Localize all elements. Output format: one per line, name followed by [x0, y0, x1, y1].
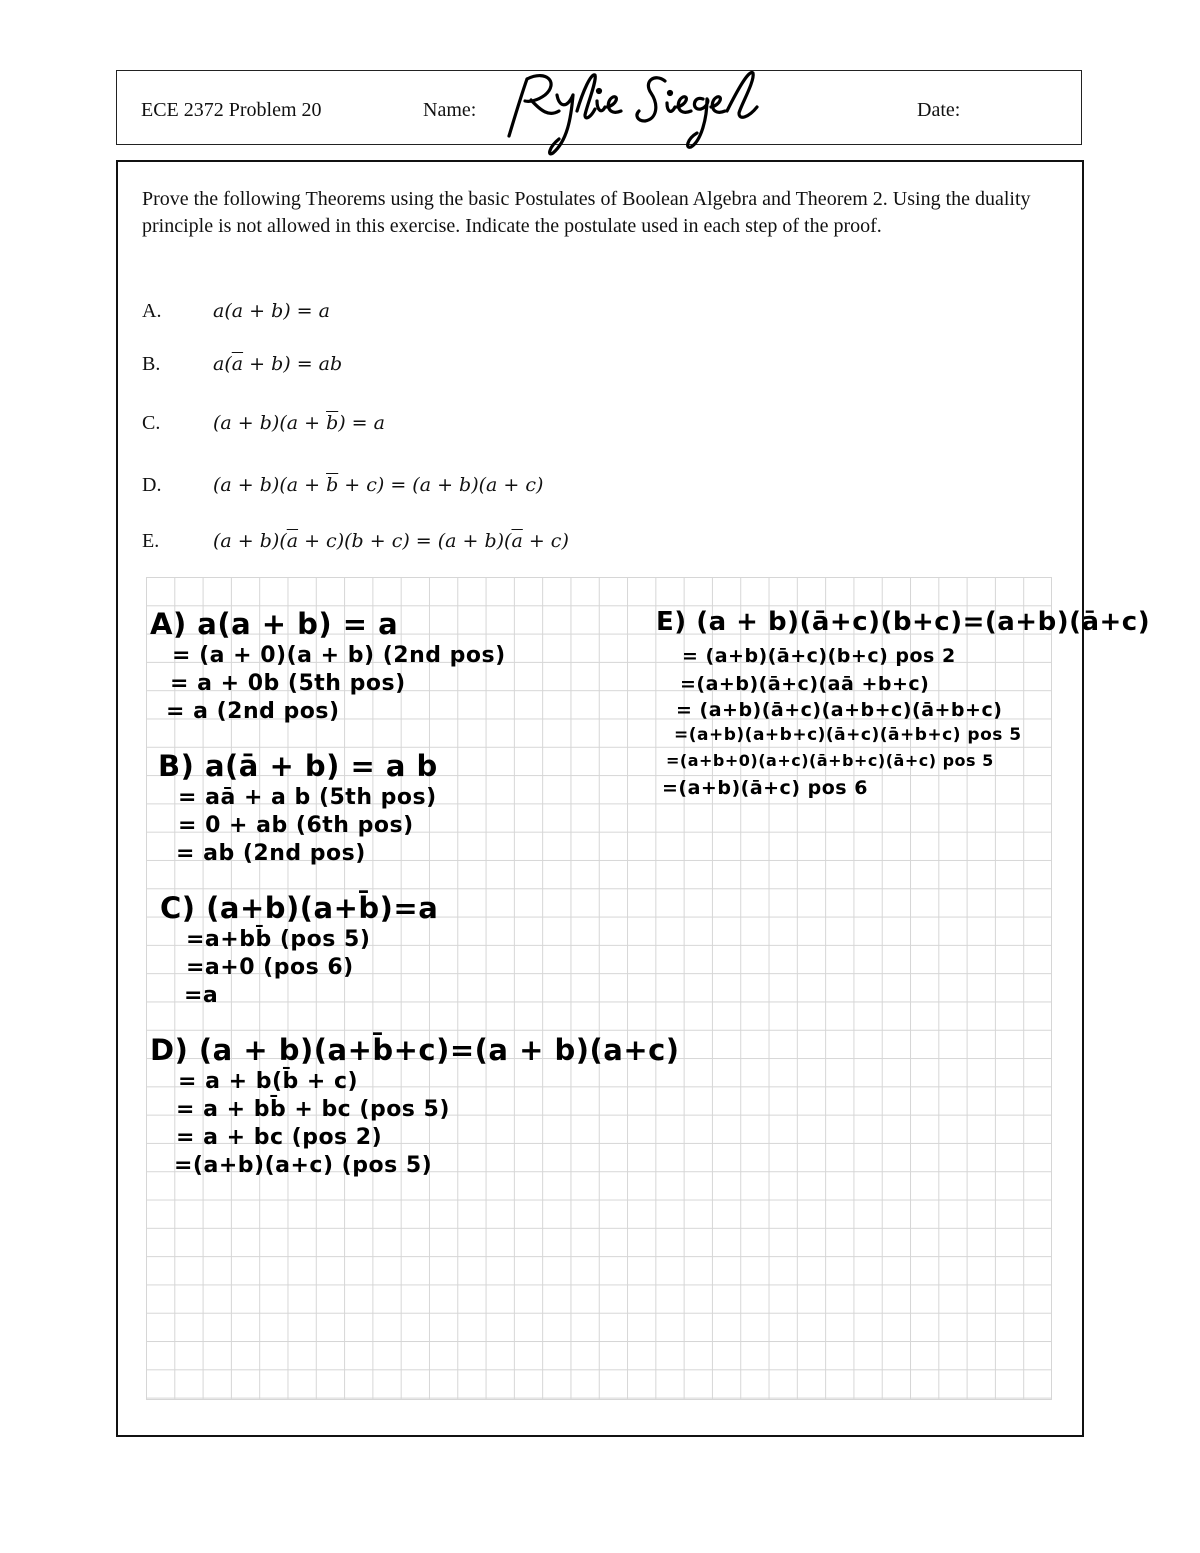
problem-expression: $(a + b)(a + \overline{b} + c) = (a + b)(a + c)$ [213, 474, 544, 496]
name-label: Name: [423, 99, 477, 121]
work-b-line: = ab (2nd pos) [176, 841, 366, 866]
work-d-line: = a + bb̄ + bc (pos 5) [176, 1097, 450, 1122]
work-e-line: =(a+b)(ā+c) pos 6 [662, 777, 868, 799]
problem-letter: E. [142, 530, 160, 552]
work-a-line: = a (2nd pos) [166, 699, 340, 724]
work-grid [146, 577, 1151, 1400]
work-c-line: =a+0 (pos 6) [186, 955, 354, 980]
problem-expression: $(a + b)(\overline{a} + c)(b + c) = (a + b)(\overline{a} + c)$ [213, 530, 569, 552]
main-box [116, 160, 1151, 1437]
work-b-line: B) a(ā + b) = a b [158, 749, 438, 783]
problem-expression: $a(\overline{a} + b)$ = ab [213, 353, 343, 375]
work-e-line: =(a+b+0)(a+c)(ā+b+c)(ā+c) pos 5 [666, 751, 994, 770]
work-e-line: = (a+b)(ā+c)(a+b+c)(ā+b+c) [676, 699, 1003, 721]
work-b-line: = 0 + ab (6th pos) [178, 813, 414, 838]
work-a-line: A) a(a + b) = a [150, 607, 399, 641]
work-b-line: = aā + a b (5th pos) [178, 785, 437, 810]
work-a-line: = a + 0b (5th pos) [170, 671, 406, 696]
work-e-line: = (a+b)(ā+c)(b+c) pos 2 [682, 645, 956, 667]
work-e-line: =(a+b)(a+b+c)(ā+c)(ā+b+c) pos 5 [674, 725, 1022, 745]
work-e-line: =(a+b)(ā+c)(aā +b+c) [680, 673, 930, 695]
signature-handwriting [487, 61, 777, 156]
date-label: Date: [917, 99, 961, 121]
work-d-line: =(a+b)(a+c) (pos 5) [174, 1153, 433, 1178]
work-a-line: = (a + 0)(a + b) (2nd pos) [172, 643, 506, 668]
problem-expression: $(a + b)(a + \overline{b}) = a$ [213, 412, 385, 434]
problem-letter: A. [142, 300, 162, 322]
problem-letter: D. [142, 474, 162, 496]
problem-expression: a(a + b) = a [213, 300, 330, 322]
course-title: ECE 2372 Problem 20 [141, 99, 322, 121]
header-box [116, 70, 1082, 145]
work-c-line: C) (a+b)(a+b̄)=a [160, 891, 439, 925]
work-e-line: E) (a + b)(ā+c)(b+c)=(a+b)(ā+c) [656, 607, 1151, 637]
problem-letter: C. [142, 412, 161, 434]
work-d-line: = a + b(b̄ + c) [178, 1069, 359, 1094]
instructions-text: Prove the following Theorems using the basic Postulates of Boolean Algebra and Theorem 2. Using the duality principle is not allowed in this exercise. Indicate the postulate used in each step of the proof. [142, 188, 1031, 237]
problem-letter: B. [142, 353, 161, 375]
work-d-line: = a + bc (pos 2) [176, 1125, 383, 1150]
work-c-line: =a+bb̄ (pos 5) [186, 927, 371, 952]
work-c-line: =a [184, 983, 219, 1008]
work-d-line: D) (a + b)(a+b̄+c)=(a + b)(a+c) [150, 1033, 680, 1067]
